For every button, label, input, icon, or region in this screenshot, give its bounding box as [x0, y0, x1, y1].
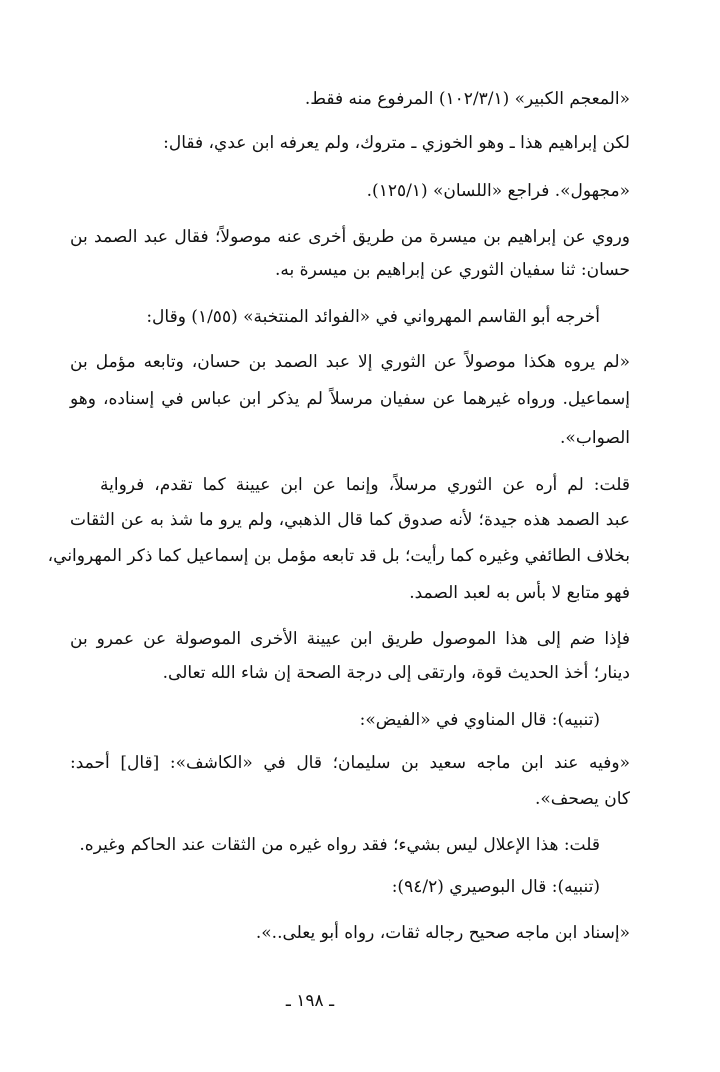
text-line-3: «مجهول». فراجع «اللسان» (١٢٥/١).	[366, 181, 630, 201]
text-line-5: حسان: ثنا سفيان الثوري عن إبراهيم بن ميسرة به.	[275, 260, 630, 280]
text-line-11: عبد الصمد هذه جيدة؛ لأنه صدوق كما قال الذهبي، ولم يرو ما شذ به عن الثقات	[70, 510, 630, 530]
text-line-17: «وفيه عند ابن ماجه سعيد بن سليمان؛ قال في «الكاشف»: [قال] أحمد:	[70, 753, 630, 773]
text-line-7: «لم يروه هكذا موصولاً عن الثوري إلا عبد الصمد بن حسان، وتابعه مؤمل بن	[70, 352, 630, 372]
text-line-2: لكن إبراهيم هذا ـ وهو الخوزي ـ متروك، ولم يعرفه ابن عدي، فقال:	[163, 133, 630, 153]
text-line-9: الصواب».	[560, 428, 630, 448]
text-line-14: فإذا ضم إلى هذا الموصول طريق ابن عيينة الأخرى الموصولة عن عمرو بن	[70, 629, 630, 649]
text-line-19: قلت: هذا الإعلال ليس بشيء؛ فقد رواه غيره من الثقات عند الحاكم وغيره.	[79, 835, 600, 855]
text-line-4: وروي عن إبراهيم بن ميسرة من طريق أخرى عنه موصولاً؛ فقال عبد الصمد بن	[70, 227, 630, 247]
text-line-13: فهو متابع لا بأس به لعبد الصمد.	[409, 583, 630, 603]
text-line-18: كان يصحف».	[534, 789, 630, 809]
text-line-1: «المعجم الكبير» (١٠٢/٣/١) المرفوع منه فقط.	[304, 89, 630, 109]
text-line-20: (تنبيه): قال البوصيري (٩٤/٢):	[391, 877, 600, 897]
text-line-15: دينار؛ أخذ الحديث قوة، وارتقى إلى درجة الصحة إن شاء الله تعالى.	[162, 663, 630, 683]
text-line-12: بخلاف الطائفي وغيره كما رأيت؛ بل قد تابعه مؤمل بن إسماعيل كما ذكر المهرواني،	[47, 546, 630, 566]
text-line-21: «إسناد ابن ماجه صحيح رجاله ثقات، رواه أبو يعلى..».	[255, 923, 630, 943]
text-line-16: (تنبيه): قال المناوي في «الفيض»:	[359, 710, 600, 730]
text-line-10: قلت: لم أره عن الثوري مرسلاً، وإنما عن ابن عيينة كما تقدم، فرواية	[100, 475, 630, 495]
text-line-6: أخرجه أبو القاسم المهرواني في «الفوائد المنتخبة» (١/٥٥) وقال:	[146, 307, 600, 327]
text-line-8: إسماعيل. ورواه غيرهما عن سفيان مرسلاً لم يذكر ابن عباس في إسناده، وهو	[70, 389, 630, 409]
page-number: ـ ١٩٨ ـ	[285, 991, 335, 1011]
